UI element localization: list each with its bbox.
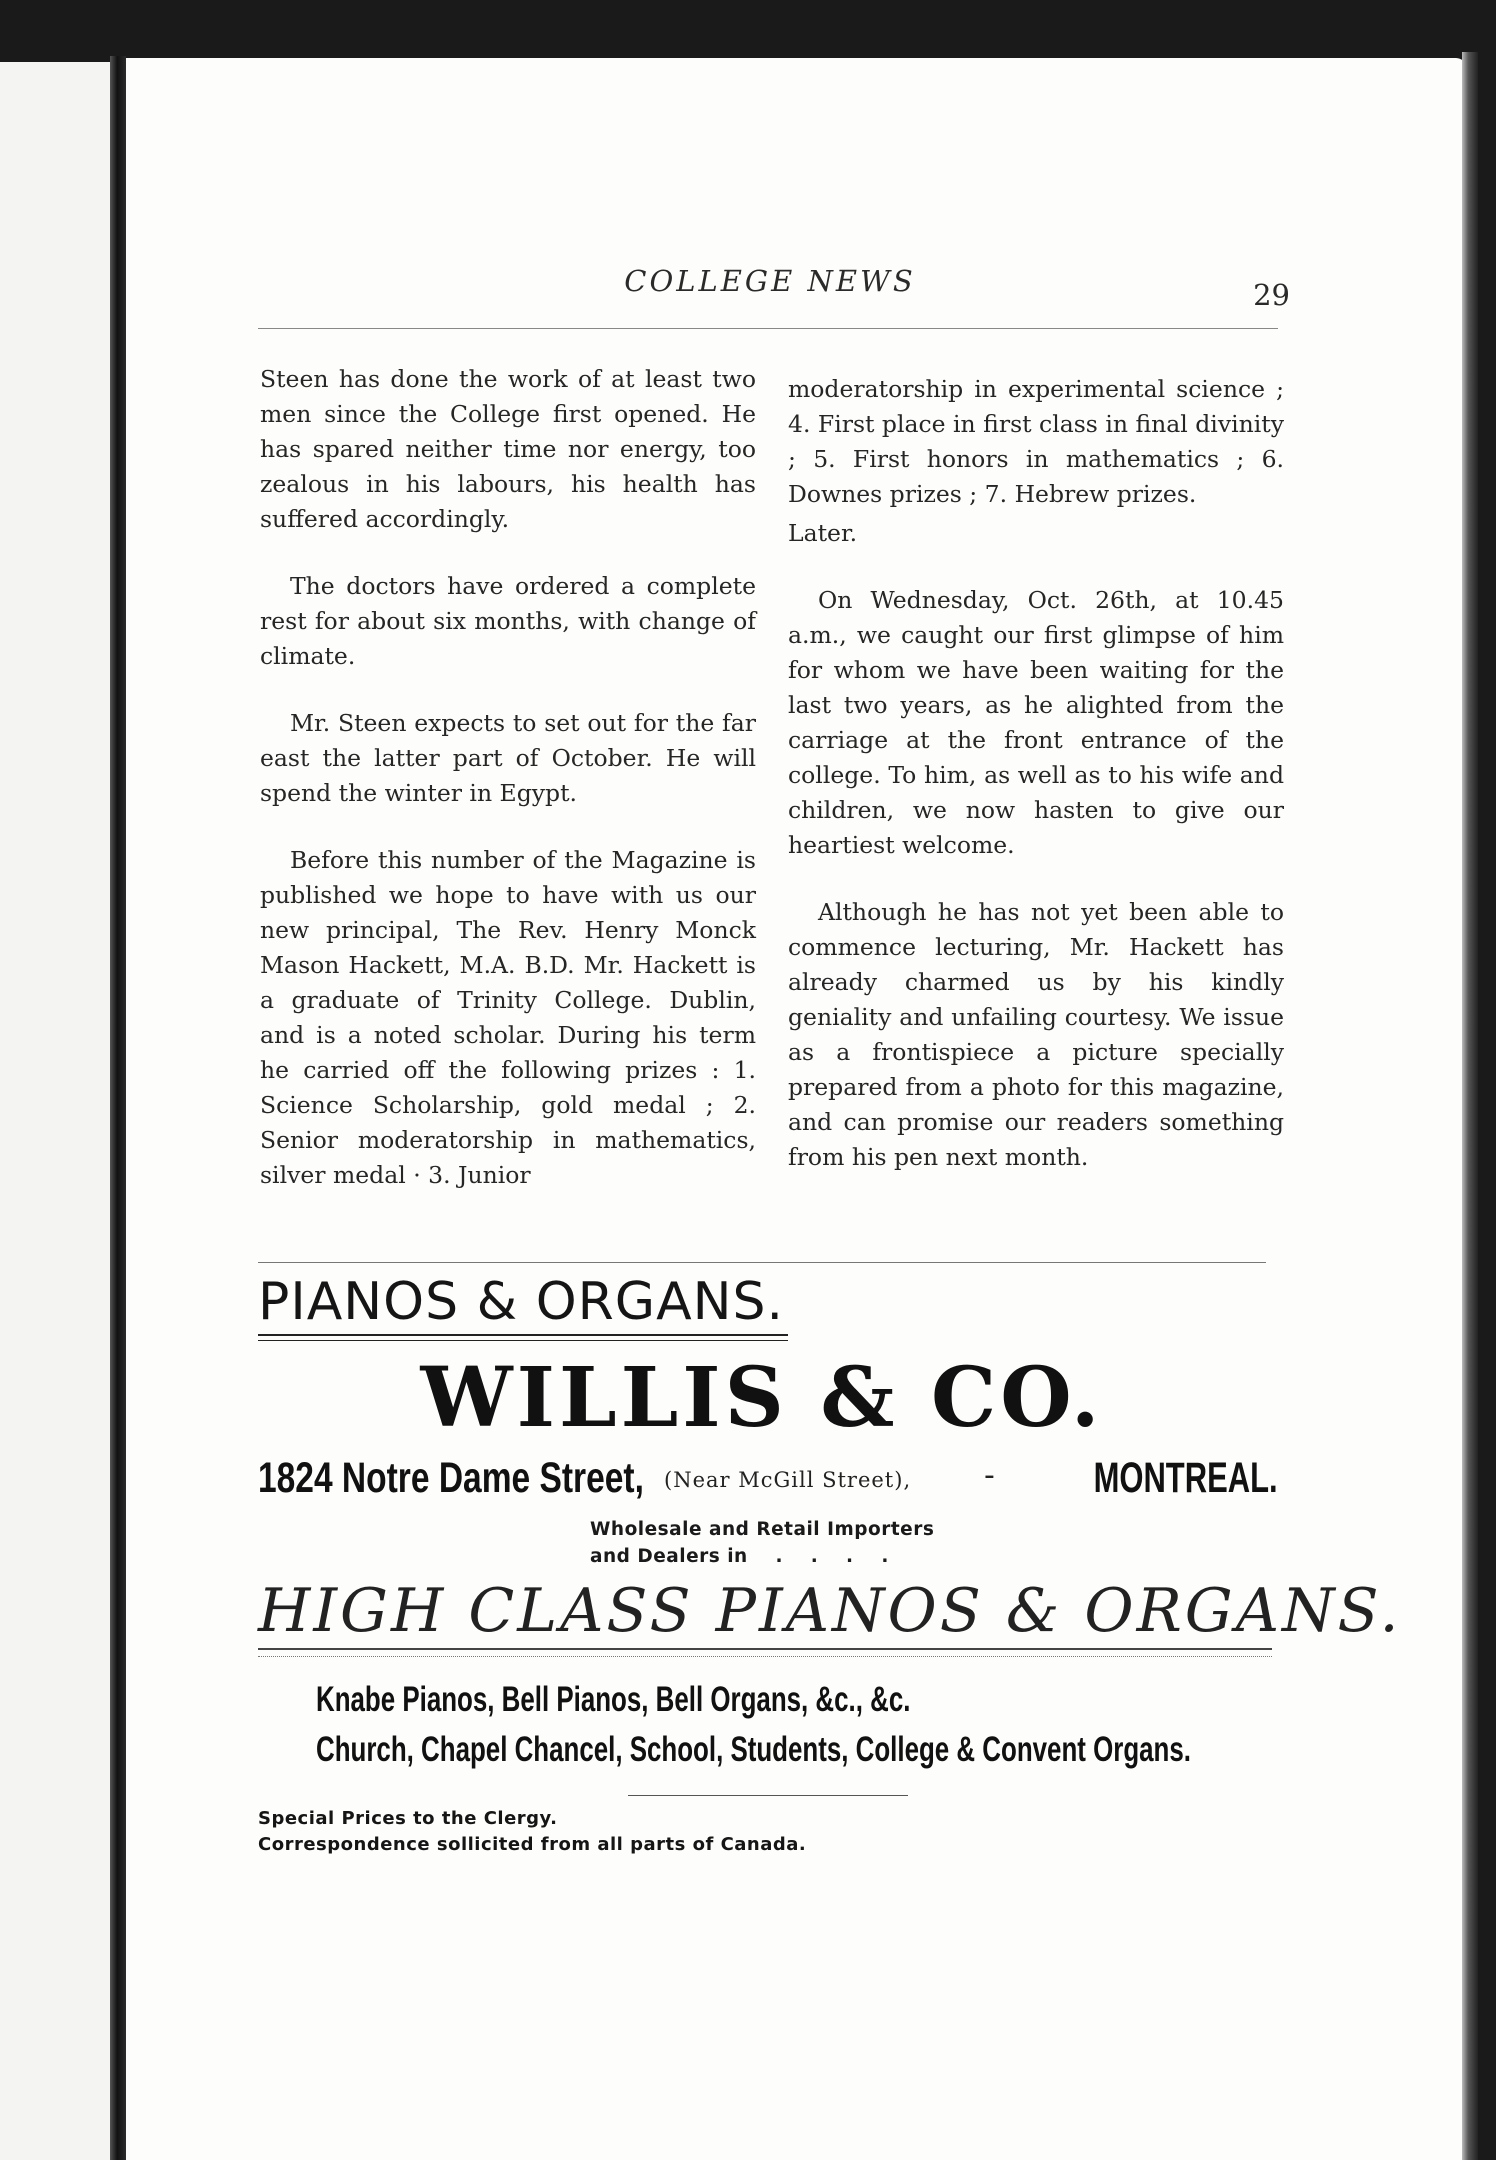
paragraph: Before this number of the Magazine is published we hope to have with us our new principal, The Rev. Henry Monck Mason Hackett, M.A. B.D. Mr. Hackett is a graduate of Trinity College. Dublin, and is a noted scholar. During his term he carried off the following prizes : 1. Science Scholarship, gold medal ; 2. Senior moderatorship in mathematics, silver medal · 3. Junior xyxy=(260,846,756,1189)
paragraph-later: Later. xyxy=(788,519,858,547)
ad-address-line xyxy=(258,1454,1278,1514)
right-column xyxy=(788,372,1284,1207)
ad-heading-underline xyxy=(258,1334,788,1341)
paragraph: Steen has done the work of at least two men since the College first opened. He has spared neither time nor energy, too zealous in his labours, his health has suffered accordingly. xyxy=(260,365,756,533)
ad-near-street: (Near McGill Street), xyxy=(664,1468,912,1492)
left-column xyxy=(260,362,756,1225)
ad-heading: PIANOS & ORGANS. xyxy=(258,1272,785,1332)
ad-short-rule xyxy=(628,1795,908,1796)
ad-company-name: WILLIS & CO. xyxy=(420,1350,1104,1446)
ad-importers xyxy=(590,1516,990,1570)
ad-city: MONTREAL. xyxy=(1093,1454,1278,1502)
paragraph: Mr. Steen expects to set out for the far east the latter part of October. He will spend the winter in Egypt. xyxy=(260,709,756,807)
ad-products-line: Church, Chapel Chancel, School, Students, College & Convent Organs. xyxy=(316,1730,1191,1769)
book-spine xyxy=(110,56,126,2160)
facing-page-edge xyxy=(0,62,110,2160)
ad-footer-line: Correspondence sollicited from all parts of Canada. xyxy=(258,1834,807,1855)
header-rule xyxy=(258,328,1278,329)
ad-separator: - xyxy=(984,1458,995,1493)
ad-high-class-line: HIGH CLASS PIANOS & ORGANS. xyxy=(258,1576,1402,1646)
running-head: COLLEGE NEWS xyxy=(624,264,916,298)
page-number: 29 xyxy=(1253,278,1290,312)
ad-products-line: Knabe Pianos, Bell Pianos, Bell Organs, &c., &c. xyxy=(316,1680,911,1719)
ad-street-address: 1824 Notre Dame Street, xyxy=(258,1454,644,1502)
ad-footer-line: Special Prices to the Clergy. xyxy=(258,1808,558,1829)
paragraph: On Wednesday, Oct. 26th, at 10.45 a.m., we caught our first glimpse of him for whom we have been waiting for the last two years, as he alighted from the carriage at the front entrance of the college. To him, as well as to his wife and children, we now hasten to give our heartiest welcome. xyxy=(788,586,1284,859)
advertisement-rule xyxy=(258,1262,1266,1263)
paragraph: The doctors have ordered a complete rest for about six months, with change of climate. xyxy=(260,572,756,670)
page-edge-shadow xyxy=(1462,52,1478,2160)
ad-importers-line: and Dealers in . . . . xyxy=(590,1546,889,1567)
paragraph: Although he has not yet been able to commence lecturing, Mr. Hackett has already charmed us by his kindly geniality and unfailing courtesy. We issue as a frontispiece a picture specially prepared from a photo for this magazine, and can promise our readers something from his pen next month. xyxy=(788,898,1284,1171)
ad-double-rule xyxy=(258,1648,1272,1657)
ad-importers-line: Wholesale and Retail Importers xyxy=(590,1519,935,1540)
paragraph: moderatorship in experimental science ; 4. First place in first class in final divinity ; 5. First honors in mathematics ; 6. Downes prizes ; 7. Hebrew prizes. xyxy=(788,375,1284,508)
